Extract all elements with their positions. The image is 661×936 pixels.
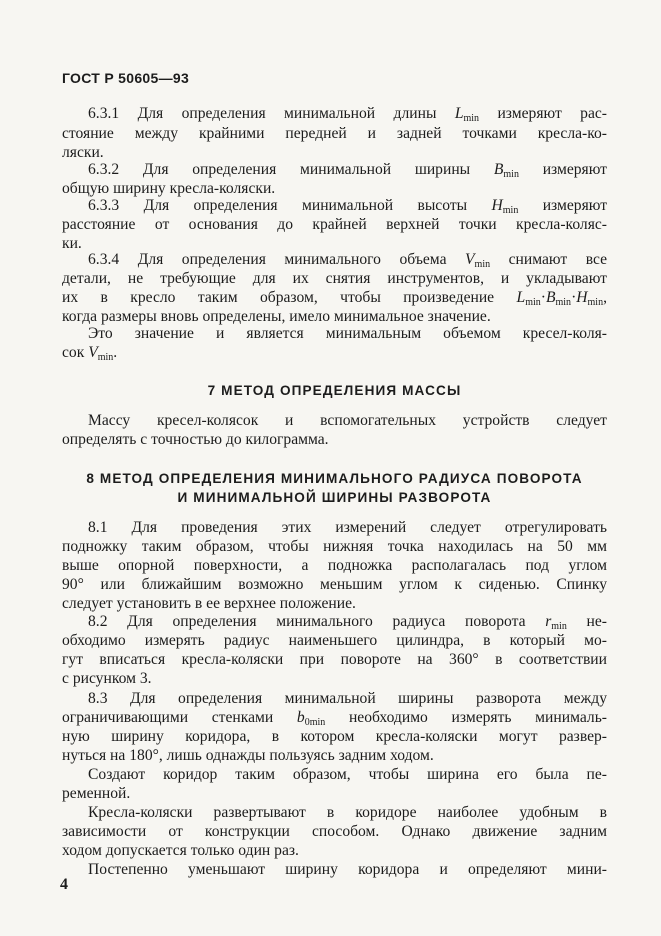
text-line: ременной. [62,785,131,802]
section-8-heading-line-1: 8 МЕТОД ОПРЕДЕЛЕНИЯ МИНИМАЛЬНОГО РАДИУСА ПОВОРОТА [86,471,583,486]
text-line: ную ширину коридора, в котором кресла-коляски могут развер- [62,728,607,745]
text-line: Это значение и является минимальным объемом кресел-коля- [88,325,607,342]
standard-header: ГОСТ Р 50605—93 [62,70,190,86]
text-line: ходом допускается только один раз. [62,842,299,859]
text-line: 6.3.2 Для определения минимальной ширины $B_{min}$ измеряют [88,161,607,180]
text-line: стояние между крайними передней и задней точками кресла-ко- [62,125,607,142]
text-line: Постепенно уменьшают ширину коридора и определяют мини- [88,861,607,878]
text-line: 8.1 Для проведения этих измерений следует отрегулировать [88,519,607,536]
text-line: 6.3.1 Для определения минимальной длины $L_{min}$ измеряют рас- [88,105,607,124]
text-line: ки. [62,235,82,252]
text-line: обходимо измерять радиус наименьшего цилиндра, в который мо- [62,632,607,649]
text-line: ляски. [62,144,104,161]
text-line: общую ширину кресла-коляски. [62,180,276,197]
text-line: нуться на 180°, лишь однажды пользуясь задним ходом. [62,747,434,764]
text-line: выше опорной поверхности, а подножка располагалась под углом [62,557,607,574]
text-line: 8.2 Для определения минимального радиуса поворота $r_{min}$ не- [88,613,607,632]
text-line: 8.3 Для определения минимальной ширины разворота между [88,690,607,707]
text-line: зависимости от конструкции способом. Однако движение задним [62,823,607,840]
text-line: с рисунком 3. [62,670,152,687]
text-line: расстояние от основания до крайней верхней точки кресла-коляс- [62,216,607,233]
section-8-heading-line-2: И МИНИМАЛЬНОЙ ШИРИНЫ РАЗВОРОТА [177,490,492,505]
text-line: 6.3.4 Для определения минимального объема $V_{min}$ снимают все [88,251,607,270]
text-line: 90° или ближайшим возможно меньшим углом к сиденью. Спинку [62,576,607,593]
text-line: следует установить в ее верхнее положение. [62,595,356,612]
text-line: сок $V_{min}$. [62,344,118,363]
text-line: ограничивающими стенками $b_{0min}$ необходимо измерять минималь- [62,709,607,728]
text-line: гут вписаться кресла-коляски при повороте на 360° в соответствии [62,651,607,668]
text-line: детали, не требующие для их снятия инструментов, и укладывают [62,270,607,287]
text-line: Массу кресел-колясок и вспомогательных устройств следует [88,412,607,429]
text-line: когда размеры вновь определены, имело минимальное значение. [62,308,491,325]
text-line: 6.3.3 Для определения минимальной высоты $H_{min}$ измеряют [88,197,608,216]
page-number: 4 [60,876,68,893]
text-line: Создают коридор таким образом, чтобы ширина его была пе- [88,766,607,783]
text-line: Кресла-коляски развертывают в коридоре наиболее удобным в [88,804,607,821]
section-7-heading: 7 МЕТОД ОПРЕДЕЛЕНИЯ МАССЫ [207,383,462,398]
text-line: определять с точностью до килограмма. [62,431,329,448]
text-line: подножку таким образом, чтобы нижняя точка находилась на 50 мм [62,538,607,555]
text-line: их в кресло таким образом, чтобы произведение $L_{min}\cdot B_{min}\cdot H_{min}$, [62,289,607,308]
